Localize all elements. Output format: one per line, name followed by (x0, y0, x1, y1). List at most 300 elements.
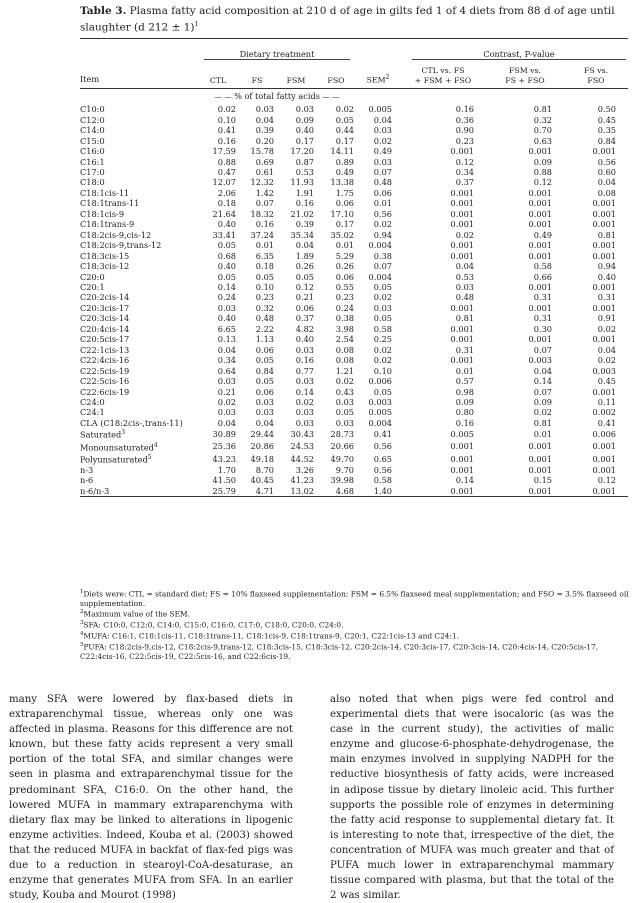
col-header-contrast-3: FS vs. FSO (583, 66, 609, 85)
row-value: 0.30 (533, 323, 552, 334)
row-item-label: C12:0 (80, 114, 105, 125)
row-value: 0.56 (373, 441, 392, 452)
row-value: 1.42 (255, 187, 274, 198)
row-value: 0.48 (373, 177, 392, 188)
row-value: 0.05 (217, 271, 236, 282)
col-header-fs: FS (251, 75, 263, 85)
body-text-right-column: also noted that when pigs were fed control and experimental diets that were isocaloric (as was the case in the current study), the activities of malic enzyme and glucose-6-phosphate-dehydrogenase, the main enzymes involved in supplying NADPH for the reductive biosynthesis of fatty acids, were increased in adipose tissue by dietary linoleic acid. This further supports the possible role of enzymes in determining the fatty acid response to supplemental dietary fat. It is interesting to note that, irrespective of the diet, the concentration of MUFA was much greater and that of PUFA much lower in extraparenchymal mammary tissue compared with plasma, but that the total of the 2 was similar. (330, 694, 614, 902)
row-value: 0.17 (295, 135, 314, 146)
row-value: 0.16 (455, 104, 474, 115)
row-value: 0.40 (217, 261, 236, 272)
table-row (80, 157, 628, 167)
row-value: 0.07 (373, 261, 392, 272)
row-value: 0.05 (373, 313, 392, 324)
row-item-label: C24:1 (80, 407, 105, 418)
row-value: 0.50 (597, 104, 616, 115)
row-value: 0.81 (597, 229, 616, 240)
row-value: 0.84 (255, 365, 274, 376)
table-row (80, 104, 628, 114)
row-item-label: C20:0 (80, 271, 105, 282)
row-value: 0.06 (255, 344, 274, 355)
row-value: 0.001 (450, 187, 474, 198)
row-item-label: C20:1 (80, 282, 105, 293)
row-item-label: C18:3cis-12 (80, 261, 130, 272)
row-value: 0.001 (528, 146, 552, 157)
row-value: 0.60 (597, 167, 616, 178)
row-value: 0.004 (368, 240, 392, 251)
row-value: 0.001 (592, 441, 616, 452)
row-value: 0.05 (255, 376, 274, 387)
row-value: 35.34 (290, 229, 314, 240)
row-value: 3.98 (335, 323, 354, 334)
row-value: 0.03 (255, 397, 274, 407)
row-item-label: C20:5cis-17 (80, 334, 130, 345)
row-value: 0.48 (455, 292, 474, 303)
row-value: 0.81 (533, 104, 552, 115)
table-row (80, 324, 628, 334)
row-value: 24.53 (290, 441, 314, 452)
row-value: 0.001 (528, 302, 552, 313)
row-value: 0.05 (335, 114, 354, 125)
table-row (80, 219, 628, 229)
table-row (80, 261, 628, 271)
col-header-fsm: FSM (286, 75, 306, 85)
table-row (80, 282, 628, 292)
row-item-label: C22:6cis-19 (80, 386, 130, 397)
row-item-label: n-6 (80, 475, 94, 486)
row-value: 0.09 (455, 397, 474, 407)
row-value: 0.03 (255, 104, 274, 115)
row-value: 0.41 (597, 417, 616, 428)
fatty-acid-table (80, 38, 628, 497)
footnote: $^5$PUFA: C18:2cis-9,cis-12, C18:2cis-9,trans-12, C18:3cis-15, C18:3cis-12, C20:2cis-14, C20:3cis-17, C20:3cis-14, C20:4cis-14, C20:5cis-17, C22:4cis-16, C22:5cis-19, C22:5cis-16, and C22:6cis-19. (80, 641, 599, 661)
row-value: 0.57 (455, 376, 474, 387)
row-value: 0.10 (255, 282, 274, 293)
row-value: 0.15 (533, 475, 552, 486)
row-value: 30.43 (290, 429, 314, 440)
contrast-header: Contrast, P-value (412, 49, 626, 60)
row-value: 0.88 (533, 167, 552, 178)
row-value: 0.004 (368, 417, 392, 428)
row-value: 0.001 (528, 219, 552, 230)
table-row (80, 465, 628, 475)
row-value: 0.02 (373, 355, 392, 366)
row-item-label: C22:5cis-16 (80, 376, 130, 387)
row-item-label: n-6/n-3 (80, 485, 110, 496)
row-value: 0.31 (533, 292, 552, 303)
table-row (80, 334, 628, 344)
row-value: 0.16 (255, 219, 274, 230)
row-value: 12.07 (212, 177, 236, 188)
row-value: 0.08 (597, 187, 616, 198)
row-value: 0.001 (528, 453, 552, 464)
row-value: 0.02 (373, 135, 392, 146)
row-value: 29.44 (250, 429, 274, 440)
row-value: 0.001 (528, 198, 552, 209)
row-value: 0.32 (533, 114, 552, 125)
row-value: 0.001 (592, 334, 616, 345)
row-value: 0.03 (217, 302, 236, 313)
row-value: 40.45 (250, 475, 274, 486)
row-value: 0.56 (373, 464, 392, 475)
row-item-label: Monounsaturated$^4$ (80, 441, 158, 453)
row-value: 17.10 (330, 208, 354, 219)
row-value: 43.23 (212, 453, 236, 464)
row-value: 0.90 (455, 125, 474, 136)
row-value: 0.001 (592, 219, 616, 230)
row-value: 0.001 (450, 198, 474, 209)
row-value: 0.98 (455, 386, 474, 397)
col-header-contrast-2: FSM vs. FS + FSO (505, 66, 545, 85)
row-value: 0.05 (255, 355, 274, 366)
row-value: 0.02 (217, 104, 236, 115)
row-value: 0.38 (373, 250, 392, 261)
row-value: 0.02 (335, 376, 354, 387)
row-value: 0.001 (450, 334, 474, 345)
row-value: 15.78 (250, 146, 274, 157)
row-value: 0.02 (455, 229, 474, 240)
table-footnotes (80, 588, 630, 661)
row-item-label: C20:4cis-14 (80, 323, 130, 334)
row-value: 0.001 (450, 146, 474, 157)
row-value: 0.21 (217, 386, 236, 397)
row-value: 0.17 (335, 135, 354, 146)
row-value: 0.12 (597, 475, 616, 486)
table-body (80, 88, 628, 496)
row-value: 0.02 (373, 292, 392, 303)
body-text-left-column: many SFA were lowered by flax-based diets in extraparenchymal tissue, whereas only one was affected in plasma. Reasons for this difference are not known, but these fatty acids represent a very small portion of the total SFA, and similar changes were seen in plasma and extraparenchymal tissue for the predominant SFA, C16:0. On the other hand, the lowered MUFA in mammary extraparenchyma with dietary flax may be linked to alterations in lipogenic enzyme activities. Indeed, Kouba et al. (2003) showed that the reduced MUFA in backfat of flax-fed pigs was due to a reduction in stearoyl-CoA-desaturase, an enzyme that generates MUFA from SFA. In an earlier study, Kouba and Mourot (1998) (9, 694, 293, 902)
row-value: 2.54 (335, 334, 354, 345)
row-value: 0.12 (533, 177, 552, 188)
row-value: 0.001 (450, 208, 474, 219)
row-value: 0.40 (597, 271, 616, 282)
row-value: 21.02 (290, 208, 314, 219)
row-value: 0.53 (455, 271, 474, 282)
row-value: 0.005 (368, 104, 392, 115)
row-value: 0.001 (592, 240, 616, 251)
row-item-label: CLA (C18:2cis-,trans-11) (80, 417, 183, 428)
row-item-label: Polyunsaturated$^5$ (80, 453, 152, 465)
row-value: 0.001 (592, 198, 616, 209)
row-value: 0.03 (217, 407, 236, 418)
row-value: 0.002 (592, 407, 616, 418)
row-value: 37.24 (250, 229, 274, 240)
row-value: 2.22 (255, 323, 274, 334)
row-value: 0.80 (455, 407, 474, 418)
row-value: 0.001 (528, 240, 552, 251)
row-value: 0.89 (335, 156, 354, 167)
row-value: 0.66 (533, 271, 552, 282)
table-row (80, 355, 628, 365)
row-value: 0.001 (528, 485, 552, 496)
row-item-label: C22:4cis-16 (80, 355, 130, 366)
row-value: 0.004 (368, 271, 392, 282)
row-value: 0.37 (455, 177, 474, 188)
row-value: 0.001 (450, 485, 474, 496)
row-value: 0.05 (335, 407, 354, 418)
row-value: 0.08 (335, 355, 354, 366)
row-value: 0.05 (217, 240, 236, 251)
row-value: 0.005 (450, 429, 474, 440)
row-value: 0.49 (335, 167, 354, 178)
row-value: 0.03 (255, 407, 274, 418)
table-row (80, 272, 628, 282)
row-value: 0.01 (455, 365, 474, 376)
row-value: 0.26 (335, 261, 354, 272)
row-value: 0.43 (335, 386, 354, 397)
row-value: 0.05 (295, 271, 314, 282)
col-header-contrast-1: CTL vs. FS + FSM + FSO (414, 66, 472, 85)
row-value: 0.05 (255, 271, 274, 282)
row-value: 0.16 (295, 355, 314, 366)
row-value: 0.31 (597, 292, 616, 303)
row-value: 0.02 (533, 407, 552, 418)
row-value: 0.26 (295, 261, 314, 272)
table-row (80, 188, 628, 198)
row-value: 2.06 (217, 187, 236, 198)
row-value: 0.01 (533, 429, 552, 440)
row-value: 0.77 (295, 365, 314, 376)
row-value: 44.52 (290, 453, 314, 464)
row-item-label: C18:1cis-11 (80, 187, 130, 198)
row-value: 0.03 (335, 417, 354, 428)
row-value: 5.29 (335, 250, 354, 261)
row-value: 0.53 (295, 167, 314, 178)
row-value: 49.18 (250, 453, 274, 464)
table-row (80, 125, 628, 135)
row-item-label: C18:1cis-9 (80, 208, 125, 219)
row-item-label: C15:0 (80, 135, 105, 146)
row-value: 0.06 (255, 386, 274, 397)
table-row (80, 177, 628, 187)
row-value: 0.001 (528, 282, 552, 293)
row-value: 0.17 (335, 219, 354, 230)
row-value: 0.04 (217, 417, 236, 428)
row-value: 0.03 (295, 407, 314, 418)
table-row (80, 387, 628, 397)
table-row (80, 475, 628, 485)
row-value: 0.03 (373, 156, 392, 167)
row-value: 0.01 (255, 240, 274, 251)
table-row (80, 453, 628, 465)
row-value: 0.001 (592, 453, 616, 464)
row-value: 0.02 (373, 219, 392, 230)
row-item-label: C22:1cis-13 (80, 344, 130, 355)
table-caption (80, 4, 630, 35)
row-value: 1.21 (335, 365, 354, 376)
row-value: 0.03 (373, 302, 392, 313)
table-row (80, 209, 628, 219)
row-value: 1.40 (373, 485, 392, 496)
row-item-label: C18:1trans-11 (80, 198, 140, 209)
row-value: 0.005 (368, 407, 392, 418)
row-value: 0.04 (597, 344, 616, 355)
row-value: 0.006 (368, 376, 392, 387)
row-value: 0.65 (373, 453, 392, 464)
row-value: 0.001 (592, 464, 616, 475)
row-value: 0.06 (335, 198, 354, 209)
row-value: 0.03 (335, 397, 354, 407)
row-value: 1.75 (335, 187, 354, 198)
row-value: 0.04 (373, 114, 392, 125)
row-value: 0.07 (533, 344, 552, 355)
header-row-columns (80, 60, 628, 88)
row-value: 0.18 (217, 198, 236, 209)
row-value: 0.40 (295, 125, 314, 136)
row-value: 0.001 (592, 302, 616, 313)
row-value: 0.34 (217, 355, 236, 366)
row-value: 3.26 (295, 464, 314, 475)
table-row (80, 376, 628, 386)
row-item-label: C24:0 (80, 397, 105, 407)
row-value: 0.001 (592, 282, 616, 293)
row-value: 35.02 (330, 229, 354, 240)
row-value: 0.07 (533, 386, 552, 397)
row-value: 14.11 (330, 146, 354, 157)
row-value: 20.86 (250, 441, 274, 452)
row-value: 33.41 (212, 229, 236, 240)
row-value: 0.03 (295, 376, 314, 387)
row-value: 0.37 (295, 313, 314, 324)
row-item-label: C22:5cis-19 (80, 365, 130, 376)
row-value: 0.10 (217, 114, 236, 125)
row-value: 0.91 (597, 313, 616, 324)
row-value: 0.12 (295, 282, 314, 293)
row-value: 0.14 (295, 386, 314, 397)
row-value: 0.07 (373, 167, 392, 178)
row-value: 0.81 (455, 313, 474, 324)
row-value: 17.59 (212, 146, 236, 157)
row-item-label: Saturated$^3$ (80, 429, 126, 441)
row-value: 0.09 (533, 397, 552, 407)
row-value: 0.09 (295, 114, 314, 125)
col-header-fso: FSO (327, 75, 345, 85)
row-value: 0.24 (335, 302, 354, 313)
row-value: 25.79 (212, 485, 236, 496)
dietary-treatment-header: Dietary treatment (204, 49, 350, 60)
row-value: 0.14 (533, 376, 552, 387)
row-value: 0.58 (373, 323, 392, 334)
row-value: 0.06 (373, 187, 392, 198)
row-value: 0.41 (217, 125, 236, 136)
row-value: 0.16 (455, 417, 474, 428)
row-value: 4.68 (335, 485, 354, 496)
row-value: 0.001 (450, 240, 474, 251)
row-value: 0.32 (255, 302, 274, 313)
row-value: 0.02 (217, 397, 236, 407)
item-header: Item (80, 74, 100, 85)
row-value: 0.03 (373, 125, 392, 136)
row-value: 0.44 (335, 125, 354, 136)
row-value: 0.02 (295, 397, 314, 407)
row-value: 0.05 (373, 386, 392, 397)
row-item-label: C18:0 (80, 177, 105, 188)
row-value: 0.61 (255, 167, 274, 178)
row-value: 0.64 (217, 365, 236, 376)
row-value: 0.38 (335, 313, 354, 324)
row-value: 0.14 (217, 282, 236, 293)
row-value: 0.001 (450, 250, 474, 261)
row-value: 0.23 (335, 292, 354, 303)
row-value: 0.07 (255, 198, 274, 209)
row-value: 0.47 (217, 167, 236, 178)
row-value: 11.93 (290, 177, 314, 188)
table-row (80, 303, 628, 313)
row-value: 0.40 (217, 219, 236, 230)
row-item-label: C16:1 (80, 156, 105, 167)
col-header-sem: SEM$^2$ (366, 74, 390, 85)
row-value: 0.11 (597, 397, 616, 407)
row-value: 0.45 (597, 376, 616, 387)
table-row (80, 313, 628, 323)
row-item-label: C18:2cis-9,cis-12 (80, 229, 152, 240)
row-value: 0.56 (373, 208, 392, 219)
row-item-label: C20:3cis-17 (80, 302, 130, 313)
table-label: Table 3. (80, 5, 127, 17)
row-value: 0.69 (255, 156, 274, 167)
row-value: 0.03 (455, 282, 474, 293)
row-value: 8.70 (255, 464, 274, 475)
row-value: 25.36 (212, 441, 236, 452)
row-value: 0.02 (373, 344, 392, 355)
table-row (80, 167, 628, 177)
row-value: 0.40 (217, 313, 236, 324)
row-value: 0.49 (533, 229, 552, 240)
row-value: 0.94 (373, 229, 392, 240)
row-value: 1.13 (255, 334, 274, 345)
row-value: 0.13 (217, 334, 236, 345)
table-row (80, 486, 628, 497)
row-value: 6.35 (255, 250, 274, 261)
row-value: 49.70 (330, 453, 354, 464)
row-value: 0.84 (597, 135, 616, 146)
row-value: 0.56 (597, 156, 616, 167)
row-value: 0.001 (450, 355, 474, 366)
row-value: 1.89 (295, 250, 314, 261)
table-row (80, 407, 628, 417)
row-value: 0.94 (597, 261, 616, 272)
row-value: 12.32 (250, 177, 274, 188)
row-value: 0.04 (255, 114, 274, 125)
row-value: 6.65 (217, 323, 236, 334)
row-item-label: C20:2cis-14 (80, 292, 130, 303)
row-value: 0.23 (255, 292, 274, 303)
row-value: 0.02 (597, 323, 616, 334)
row-value: 0.18 (255, 261, 274, 272)
row-value: 13.38 (330, 177, 354, 188)
row-value: 0.001 (450, 302, 474, 313)
row-value: 0.20 (255, 135, 274, 146)
row-value: 4.82 (295, 323, 314, 334)
row-value: 0.49 (373, 146, 392, 157)
row-item-label: n-3 (80, 464, 94, 475)
row-value: 0.09 (533, 156, 552, 167)
row-value: 0.04 (597, 177, 616, 188)
table-row (80, 428, 628, 440)
row-item-label: C10:0 (80, 104, 105, 115)
footnote: $^3$SFA: C10:0, C12:0, C14:0, C15:0, C16:0, C17:0, C18:0, C20:0, C24:0. (80, 620, 344, 630)
row-value: 0.04 (255, 417, 274, 428)
row-value: 0.55 (335, 282, 354, 293)
table-row (80, 441, 628, 453)
row-value: 0.39 (255, 125, 274, 136)
row-value: 0.45 (597, 114, 616, 125)
row-value: 0.03 (295, 104, 314, 115)
row-value: 1.70 (217, 464, 236, 475)
table-row (80, 345, 628, 355)
row-value: 0.25 (373, 334, 392, 345)
row-item-label: C18:2cis-9,trans-12 (80, 240, 162, 251)
